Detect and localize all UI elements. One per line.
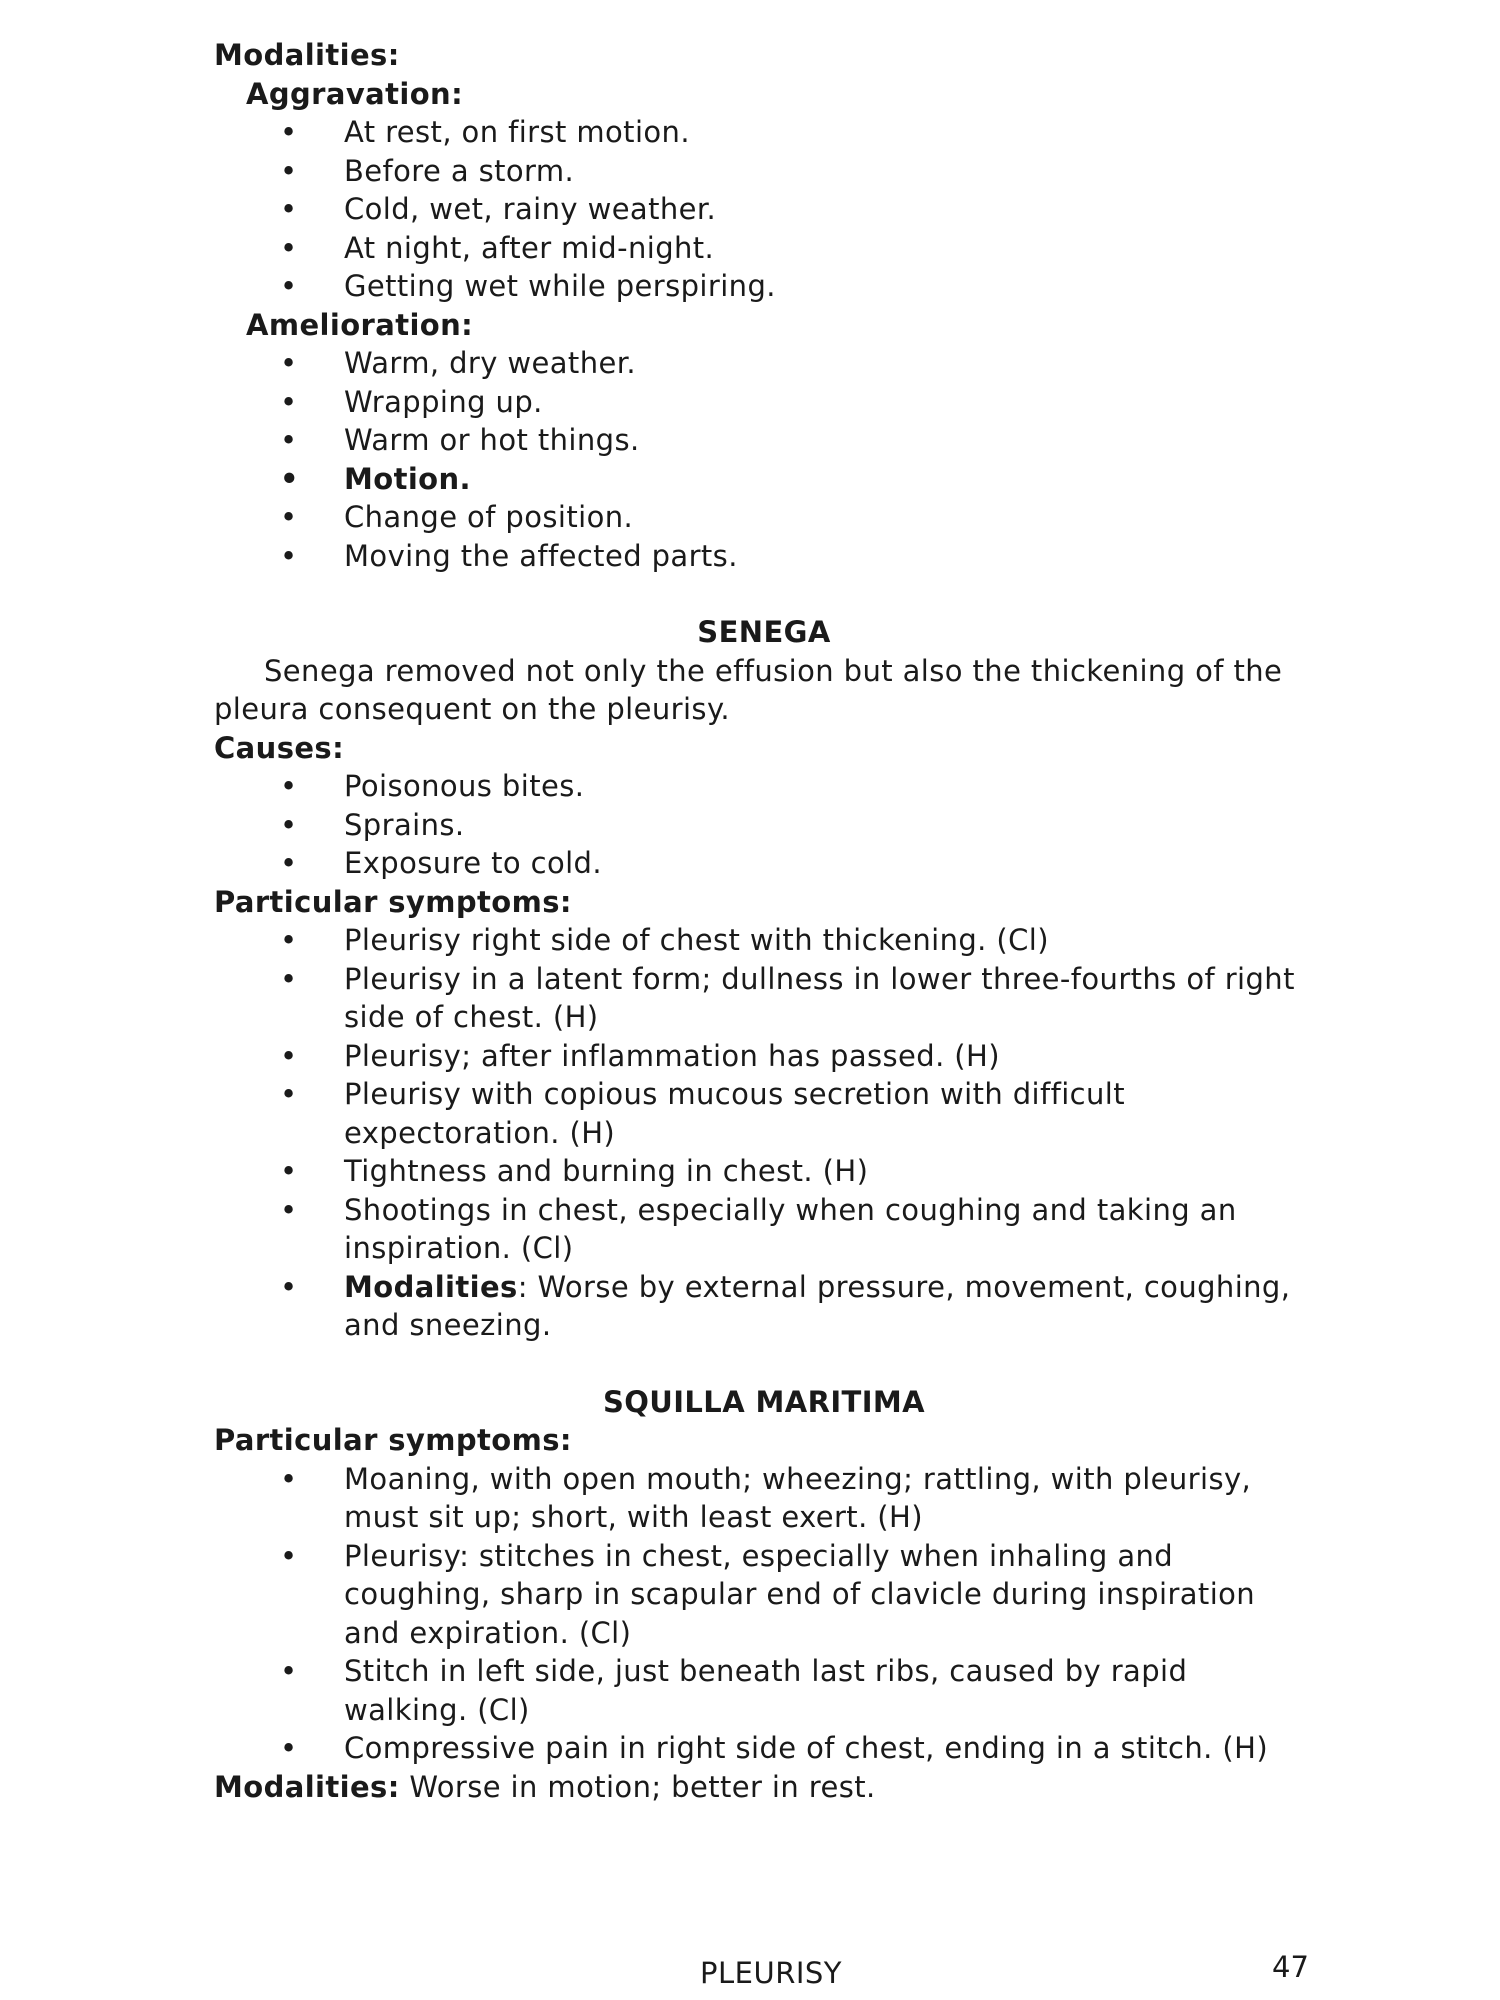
senega-causes-list [214, 767, 1314, 883]
list-item: • Sprains. [214, 806, 1314, 845]
list-item: • Warm or hot things. [214, 421, 1314, 460]
senega-intro: Senega removed not only the effusion but also the thickening of the pleura consequent on the pleurisy. [214, 653, 1283, 726]
list-item: • Before a storm. [214, 152, 1314, 191]
senega-symptoms-list [214, 921, 1314, 1345]
list-item: • Warm, dry weather. [214, 344, 1314, 383]
list-item: • Cold, wet, rainy weather. [214, 190, 1314, 229]
list-item: • Moving the affected parts. [214, 537, 1314, 576]
senega-causes-heading: Causes: [214, 730, 345, 765]
list-item: • Getting wet while perspiring. [214, 267, 1314, 306]
list-item: • Poisonous bites. [214, 767, 1314, 806]
list-item: • Exposure to cold. [214, 844, 1314, 883]
list-item: • At night, after mid-night. [214, 229, 1314, 268]
squilla-modalities-text: Worse in motion; better in rest. [399, 1769, 876, 1804]
list-item: • At rest, on first motion. [214, 113, 1314, 152]
list-item: • Change of position. [214, 498, 1314, 537]
page-number: 47 [1272, 1950, 1309, 1984]
list-item: • Wrapping up. [214, 383, 1314, 422]
list-item: • Compressive pain in right side of chest, ending in a stitch. (H) [214, 1729, 1314, 1768]
senega-modalities-label: Modalities [344, 1269, 518, 1304]
list-item: • Pleurisy in a latent form; dullness in lower three-fourths of right side of chest. (H) [214, 960, 1314, 1037]
list-item [214, 1268, 1314, 1345]
list-item: • Shootings in chest, especially when coughing and taking an inspiration. (Cl) [214, 1191, 1314, 1268]
senega-modalities-text: : Worse by external pressure, movement, coughing, and sneezing. [344, 1269, 1291, 1342]
senega-symptoms-heading: Particular symptoms: [214, 884, 572, 919]
squilla-modalities [214, 1768, 1314, 1807]
modalities-heading: Modalities: [214, 38, 400, 72]
amelioration-heading: Amelioration: [246, 307, 474, 342]
aggravation-heading: Aggravation: [246, 76, 464, 111]
list-item: • Moaning, with open mouth; wheezing; rattling, with pleurisy, must sit up; short, with least exert. (H) [214, 1460, 1314, 1537]
list-item: • Motion. [214, 460, 1314, 499]
squilla-symptoms-list [214, 1460, 1314, 1768]
list-item: • Tightness and burning in chest. (H) [214, 1152, 1314, 1191]
page-content [214, 36, 1314, 1806]
list-item: • Pleurisy right side of chest with thickening. (Cl) [214, 921, 1314, 960]
list-item: • Pleurisy with copious mucous secretion with difficult expectoration. (H) [214, 1075, 1314, 1152]
squilla-title: SQUILLA MARITIMA [602, 1384, 926, 1419]
squilla-modalities-label: Modalities: [214, 1769, 400, 1804]
amelioration-list [214, 344, 1314, 575]
running-footer-title: PLEURISY [700, 1956, 843, 1990]
squilla-symptoms-heading: Particular symptoms: [214, 1423, 572, 1457]
list-item: • Pleurisy; after inflammation has passed. (H) [214, 1037, 1314, 1076]
list-item: • Stitch in left side, just beneath last ribs, caused by rapid walking. (Cl) [214, 1652, 1314, 1729]
list-item: • Pleurisy: stitches in chest, especially when inhaling and coughing, sharp in scapular end of clavicle during inspiration and expiration. (Cl) [214, 1537, 1314, 1653]
aggravation-list [214, 113, 1314, 306]
senega-title: SENEGA [697, 615, 831, 649]
